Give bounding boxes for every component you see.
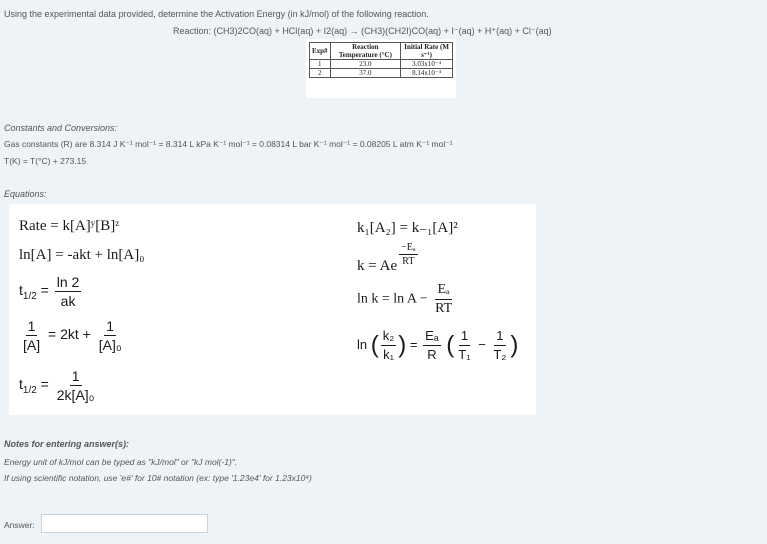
reaction-formula: (CH3)2CO(aq) + HCl(aq) + I2(aq) → (CH3)(CH2I)CO(aq) + I⁻(aq) + H⁺(aq) + Cl⁻(aq): [213, 26, 552, 36]
constants-heading: Constants and Conversions:: [4, 123, 118, 133]
answer-input[interactable]: [41, 514, 208, 533]
table-cell: 1: [310, 60, 331, 69]
half-life-first-order: $t_{1/2}$ = $\frac{\ln 2}{ak}$: [19, 274, 80, 309]
fraction: $\frac{1}{\text{2k[A]₀}}$: [56, 368, 95, 403]
table-cell: 2: [310, 69, 331, 78]
fraction: $\frac{\ln 2}{ak}$: [56, 274, 80, 309]
half-life-second-order: $t_{1/2}$ = $\frac{1}{\text{2k[A]₀}}$: [19, 368, 95, 403]
question-text: Using the experimental data provided, determine the Activation Energy (in kJ/mol) of the following reaction.: [4, 9, 429, 19]
fraction: $\frac{\text{k₂}}{\text{k₁}}$: [382, 328, 395, 362]
two-point-arrhenius-equation: ln ( $\frac{\text{k₂}}{\text{k₁}}$ ) = $\frac{\text{Eₐ}}{R}$ ( $\frac{1}{\text{T₁}}$ − $\frac{1}{\text{T₂}}$ ): [357, 328, 519, 362]
table-row: [310, 69, 453, 78]
reaction-label: Reaction:: [173, 26, 212, 36]
rate-law-equation: Rate = k[A]ʸ[B]ᶻ: [19, 218, 120, 234]
experiment-table: [306, 39, 456, 98]
equations-heading: Equations:: [4, 189, 47, 199]
arrhenius-equation: k = Ae $\frac{\text{−Eₐ}}{RT}$: [357, 242, 416, 274]
table-header: Reaction Temperature (°C): [330, 43, 401, 60]
table-cell: 8.14x10⁻⁴: [401, 69, 453, 78]
table-cell: 37.0: [330, 69, 401, 78]
ln-arrhenius-equation: ln k = ln A − $\frac{\text{Eₐ}}{RT}$: [357, 282, 453, 316]
reaction-equation: [173, 26, 552, 37]
table-row: [310, 60, 453, 69]
table-header: Exp#: [310, 43, 331, 60]
gas-constants: Gas constants (R) are 8.314 J K⁻¹ mol⁻¹ = 8.314 L kPa K⁻¹ mol⁻¹ = 0.08314 L bar K⁻¹ mol⁻¹ = 0.08205 L atm K⁻¹ mol⁻¹: [4, 139, 453, 149]
fraction: $\frac{\text{Eₐ}}{R}$: [425, 328, 439, 362]
fraction: $\frac{\text{Eₐ}}{RT}$: [435, 282, 453, 316]
table-cell: 23.0: [330, 60, 401, 69]
fraction: $\frac{1}{\text{T₂}}$: [493, 328, 507, 362]
first-order-equation: ln[A] = -akt + ln[A]₀: [19, 247, 145, 263]
fraction: $\frac{1}{\text{T₁}}$: [458, 328, 471, 362]
table-header: Initial Rate (M s⁻¹): [401, 43, 453, 60]
note-scientific-notation: If using scientific notation, use 'e#' for 10# notation (ex: type '1.23e4' for 1.23x10⁴): [4, 473, 312, 483]
fraction: $\frac{\text{−Eₐ}}{RT}$: [401, 242, 416, 267]
second-order-equation: $\frac{1}{[A]}$ = 2kt + $\frac{1}{\text{[A]₀}}$: [23, 318, 122, 353]
notes-heading: Notes for entering answer(s):: [4, 439, 130, 449]
table-header-row: [310, 43, 453, 60]
fraction: $\frac{1}{\text{[A]₀}}$: [98, 318, 122, 353]
note-energy-unit: Energy unit of kJ/mol can be typed as "kJ/mol" or "kJ mol(-1)".: [4, 457, 238, 467]
equations-panel: [9, 204, 536, 415]
equilibrium-equation: k₁[A₂] = k₋₁[A]²: [357, 220, 458, 236]
answer-label: Answer:: [4, 520, 35, 530]
fraction: $\frac{1}{[A]}$: [23, 318, 41, 353]
table-cell: 3.03x10⁻⁴: [401, 60, 453, 69]
temperature-conversion: T(K) = T(°C) + 273.15: [4, 156, 87, 166]
